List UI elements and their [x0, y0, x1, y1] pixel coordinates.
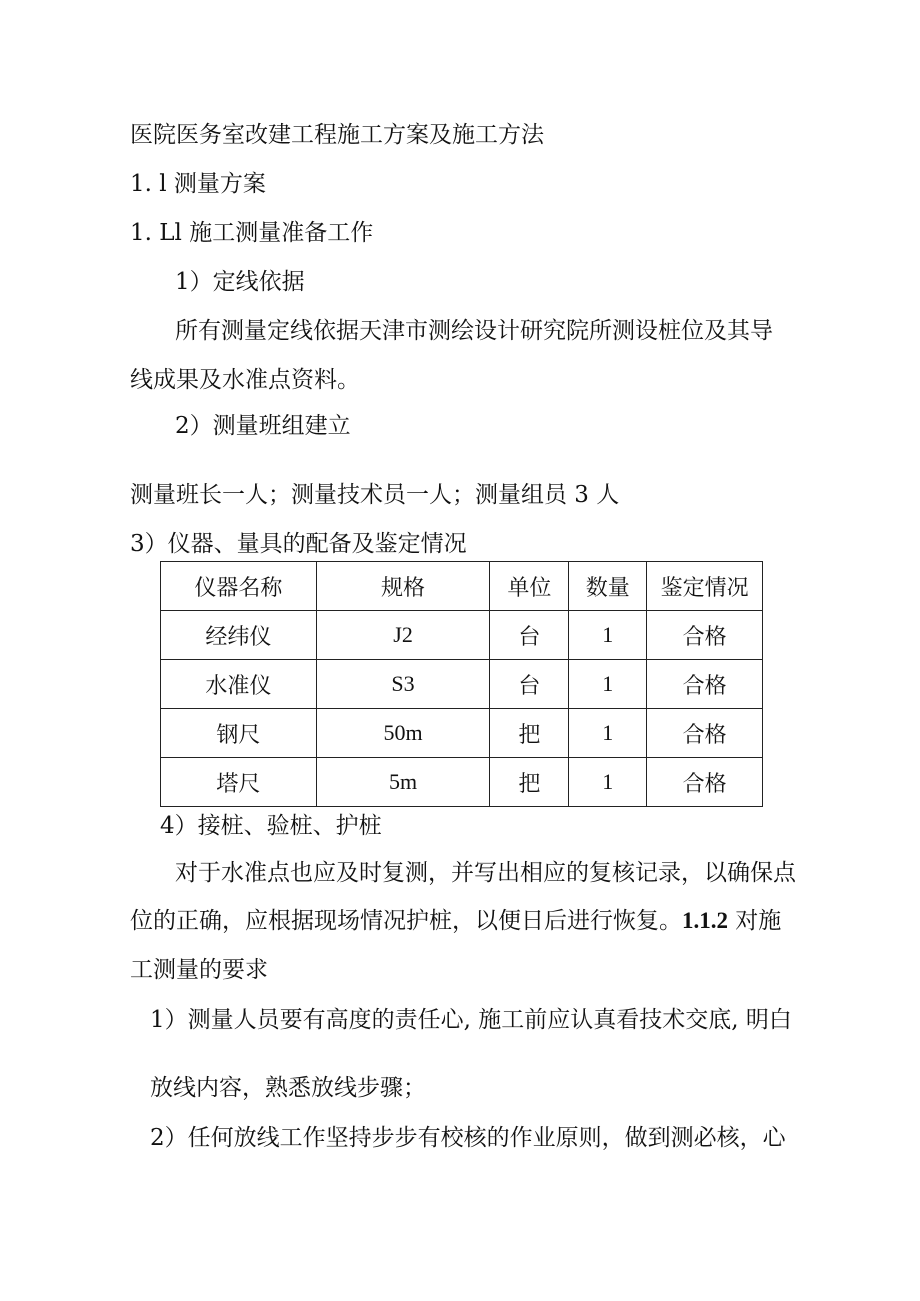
- item-heading-2: 2）测量班组建立: [175, 413, 351, 439]
- table-row: [161, 709, 763, 758]
- table-cell: 钢尺: [161, 709, 317, 758]
- paragraph-line: 线成果及水准点资料。: [130, 367, 360, 393]
- item-heading-3: 3）仪器、量具的配备及鉴定情况: [130, 531, 467, 557]
- table-cell: 5m: [316, 758, 490, 807]
- table-header-row: [161, 562, 763, 611]
- table-row: [161, 660, 763, 709]
- table-header-cell: 仪器名称: [161, 562, 317, 611]
- paragraph-line: 工测量的要求: [130, 957, 268, 983]
- table-cell: 合格: [647, 611, 763, 660]
- table-cell: 把: [490, 709, 569, 758]
- table-cell: J2: [316, 611, 490, 660]
- table-cell: 台: [490, 660, 569, 709]
- table-cell: 合格: [647, 758, 763, 807]
- table-row: [161, 611, 763, 660]
- item-heading-1: 1）定线依据: [175, 269, 305, 295]
- table-header-cell: 数量: [569, 562, 647, 611]
- paragraph-line: 所有测量定线依据天津市测绘设计研究院所测设桩位及其导: [175, 318, 773, 344]
- table-cell: 50m: [316, 709, 490, 758]
- instrument-table: [160, 561, 763, 807]
- table-cell: 1: [569, 758, 647, 807]
- table-cell: 1: [569, 611, 647, 660]
- paragraph-line: 测量班长一人；测量技术员一人；测量组员 3 人: [130, 482, 620, 508]
- document-title: 医院医务室改建工程施工方案及施工方法: [130, 122, 544, 148]
- section-heading-1-1-1: 1. Ll 施工测量准备工作: [130, 220, 374, 246]
- item-heading-4: 4）接桩、验桩、护桩: [160, 813, 382, 839]
- table-header-cell: 规格: [316, 562, 490, 611]
- table-cell: 经纬仪: [161, 611, 317, 660]
- table-row: [161, 758, 763, 807]
- table-cell: 合格: [647, 709, 763, 758]
- paragraph-text: 对施: [728, 908, 782, 934]
- table-cell: 1: [569, 709, 647, 758]
- table-cell: 把: [490, 758, 569, 807]
- paragraph-line: 对于水准点也应及时复测，并写出相应的复核记录，以确保点: [175, 860, 796, 886]
- requirement-item-1: 1）测量人员要有高度的责任心, 施工前应认真看技术交底, 明白: [150, 1007, 792, 1033]
- table-header-cell: 鉴定情况: [647, 562, 763, 611]
- table-cell: 塔尺: [161, 758, 317, 807]
- table-header-cell: 单位: [490, 562, 569, 611]
- table-cell: S3: [316, 660, 490, 709]
- section-heading-1-1: 1. l 测量方案: [130, 171, 266, 197]
- paragraph-line: 放线内容，熟悉放线步骤；: [150, 1075, 426, 1101]
- table-cell: 合格: [647, 660, 763, 709]
- table-cell: 水准仪: [161, 660, 317, 709]
- paragraph-text: 位的正确，应根据现场情况护桩，以便日后进行恢复。: [130, 908, 682, 934]
- requirement-item-2: 2）任何放线工作坚持步步有校核的作业原则，做到测必核，心: [150, 1125, 786, 1151]
- section-number-1-1-2: 1.1.2: [682, 908, 728, 933]
- table-cell: 1: [569, 660, 647, 709]
- table-cell: 台: [490, 611, 569, 660]
- paragraph-line: [130, 906, 781, 936]
